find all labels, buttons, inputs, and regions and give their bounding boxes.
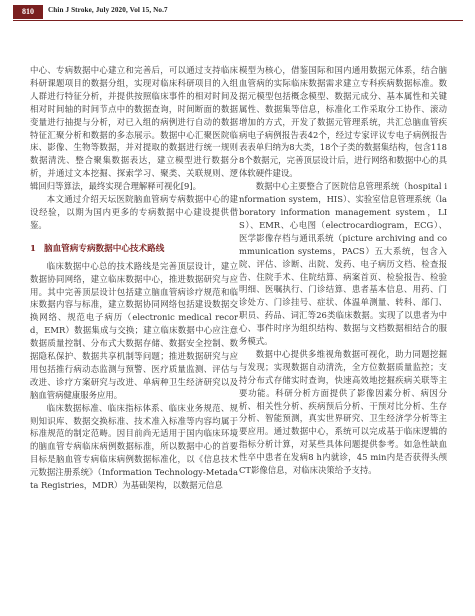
- left-column: [30, 64, 238, 492]
- right-column: [239, 64, 447, 477]
- right-paragraph-3: 数据中心提供多维视角数据可视化，助力同题挖掘与发现；实现数据自动清洗，全方位数据质量监控；支持分布式存储实时查询，快速高效地挖掘疾病关联等主要功能。科研分析方面提供了影像因素分析、病因分析、相关性分析、疾病预后分析、干预对比分析、生存分析、智能预测，真实世界研究、卫生经济学分析等主要应用。通过数据中心，系统可以完成基于临床逻辑的指标分析计算，对某些具体问题提供参考。如急性缺血性卒中患者在发病8 h内就诊，45 min内是否获得头颅CT影像信息，对临床决策给予支持。: [239, 348, 447, 476]
- left-paragraph-3: 临床数据中心总的技术路线是完善顶层设计，建立数据协同网络，建立临床数据中心，推进数据研究与应用。其中完善顶层设计包括建立脑血管病诊疗规范和临床数据内容与标准，建立数据协同网络包括建设数据交换网络、规范电子病历（electronic medical record，EMR）数据集成与交换；建立临床数据中心应注意数据质量控制、分布式大数据存储、数据安全控制、数据隐私保护、数据共享机制等问题；推进数据研究与应用包括推行病动态监测与预警、医疗质量监测、评估与改进、诊疗方案研究与改进、单病种卫生经济研究以及脑血管病健康服务应用。: [30, 260, 238, 400]
- left-paragraph-4: 临床数据标准、临床指标体系、临床业务规范、规则知识库、数据交换标准、技术准入标准等内容均属于标准规范的制定范畴。因目前尚无适用于国内临床环境的脑血管专病临床病例数据标准，所以数据中心的首要目标是脑血管专病临床病例数据标准化，以《信息技术元数据注册系统》（Information Technology-Metadata Registries，MDR）为基础架构，以数据元信息: [30, 402, 238, 491]
- left-paragraph-1: 中心、专病数据中心建立和完善后，可以通过支持临床科研课题项目的数据分组，实现对临床科研项目的入组人群进行特征分析，并提供按照临床事件的相对时间及相对时间轴的时间节点中的数据查询，时间断面的数据变量进行抽提与分析，对已入组的病例进行自动的数据特征汇聚分析和数据的多态展示。数据中心汇聚医院临床、影像、生物等数据，并对提取的数据进行统一规则数据清洗、整合聚集数据表达，建立模型进行数据分析，并通过文本挖掘、探索学习、聚类、关联规则、逻辑回归等算法，最终实现合理解释可视化[9]。: [30, 65, 238, 192]
- journal-citation: Chin J Stroke, July 2020, Vol 15, No.7: [48, 6, 168, 14]
- right-paragraph-2: 数据中心主要整合了医院信息管理系统（hospital information system，HIS）、实验室信息管理系统（laboratory information management system，LIS）、EMR、心电图（electrocardiogram，ECG）、医学影像存档与通讯系统（picture archiving and communication systems，PACS）五大系统，包含入院、评估、诊断、出院、发药、电子病历文档、检查报告、住院手术、住院结算、病案首页、检验报告、检验明细、医嘱执行、门诊结算、患者基本信息、用药、门诊处方、门诊挂号、症状、体温单测量、转科、部门、职员、药品、词汇等26类临床数据。实现了以患者为中心、事件时序为组织结构、数据与文档数据相结合的服务模式。: [239, 181, 447, 347]
- page-header: [0, 0, 475, 22]
- page-number: 810: [13, 5, 43, 19]
- section-number: 1: [30, 243, 36, 254]
- right-paragraph-1: 模型为核心，借鉴国际和国内通用数据元体系，结合脑血管病的实际临床数据需求建立专科疾病数据标准。数据元模型包括概念模型、数据元成分、基本属性和关键属性、数据集等信息，标准化工作采取分工协作、滚动增加的方式，开发了数据元管理系统，共汇总脑血管疾病电子病例报告表42个，经过专家评议专电子病例报告表表单归纳为8大类，18个子类的数据集结构，包含1188个数据元，完善顶层设计后，进行网络和数据中心的具体软硬件建设。: [239, 65, 447, 179]
- section-title: 脑血管病专病数据中心技术路线: [43, 243, 165, 254]
- header-rule: [13, 20, 463, 21]
- left-paragraph-2: 本文通过介绍天坛医院脑血管病专病数据中心的建设经验，以期为国内更多的专病数据中心建设提供借鉴。: [30, 194, 238, 230]
- section-heading: [30, 243, 238, 256]
